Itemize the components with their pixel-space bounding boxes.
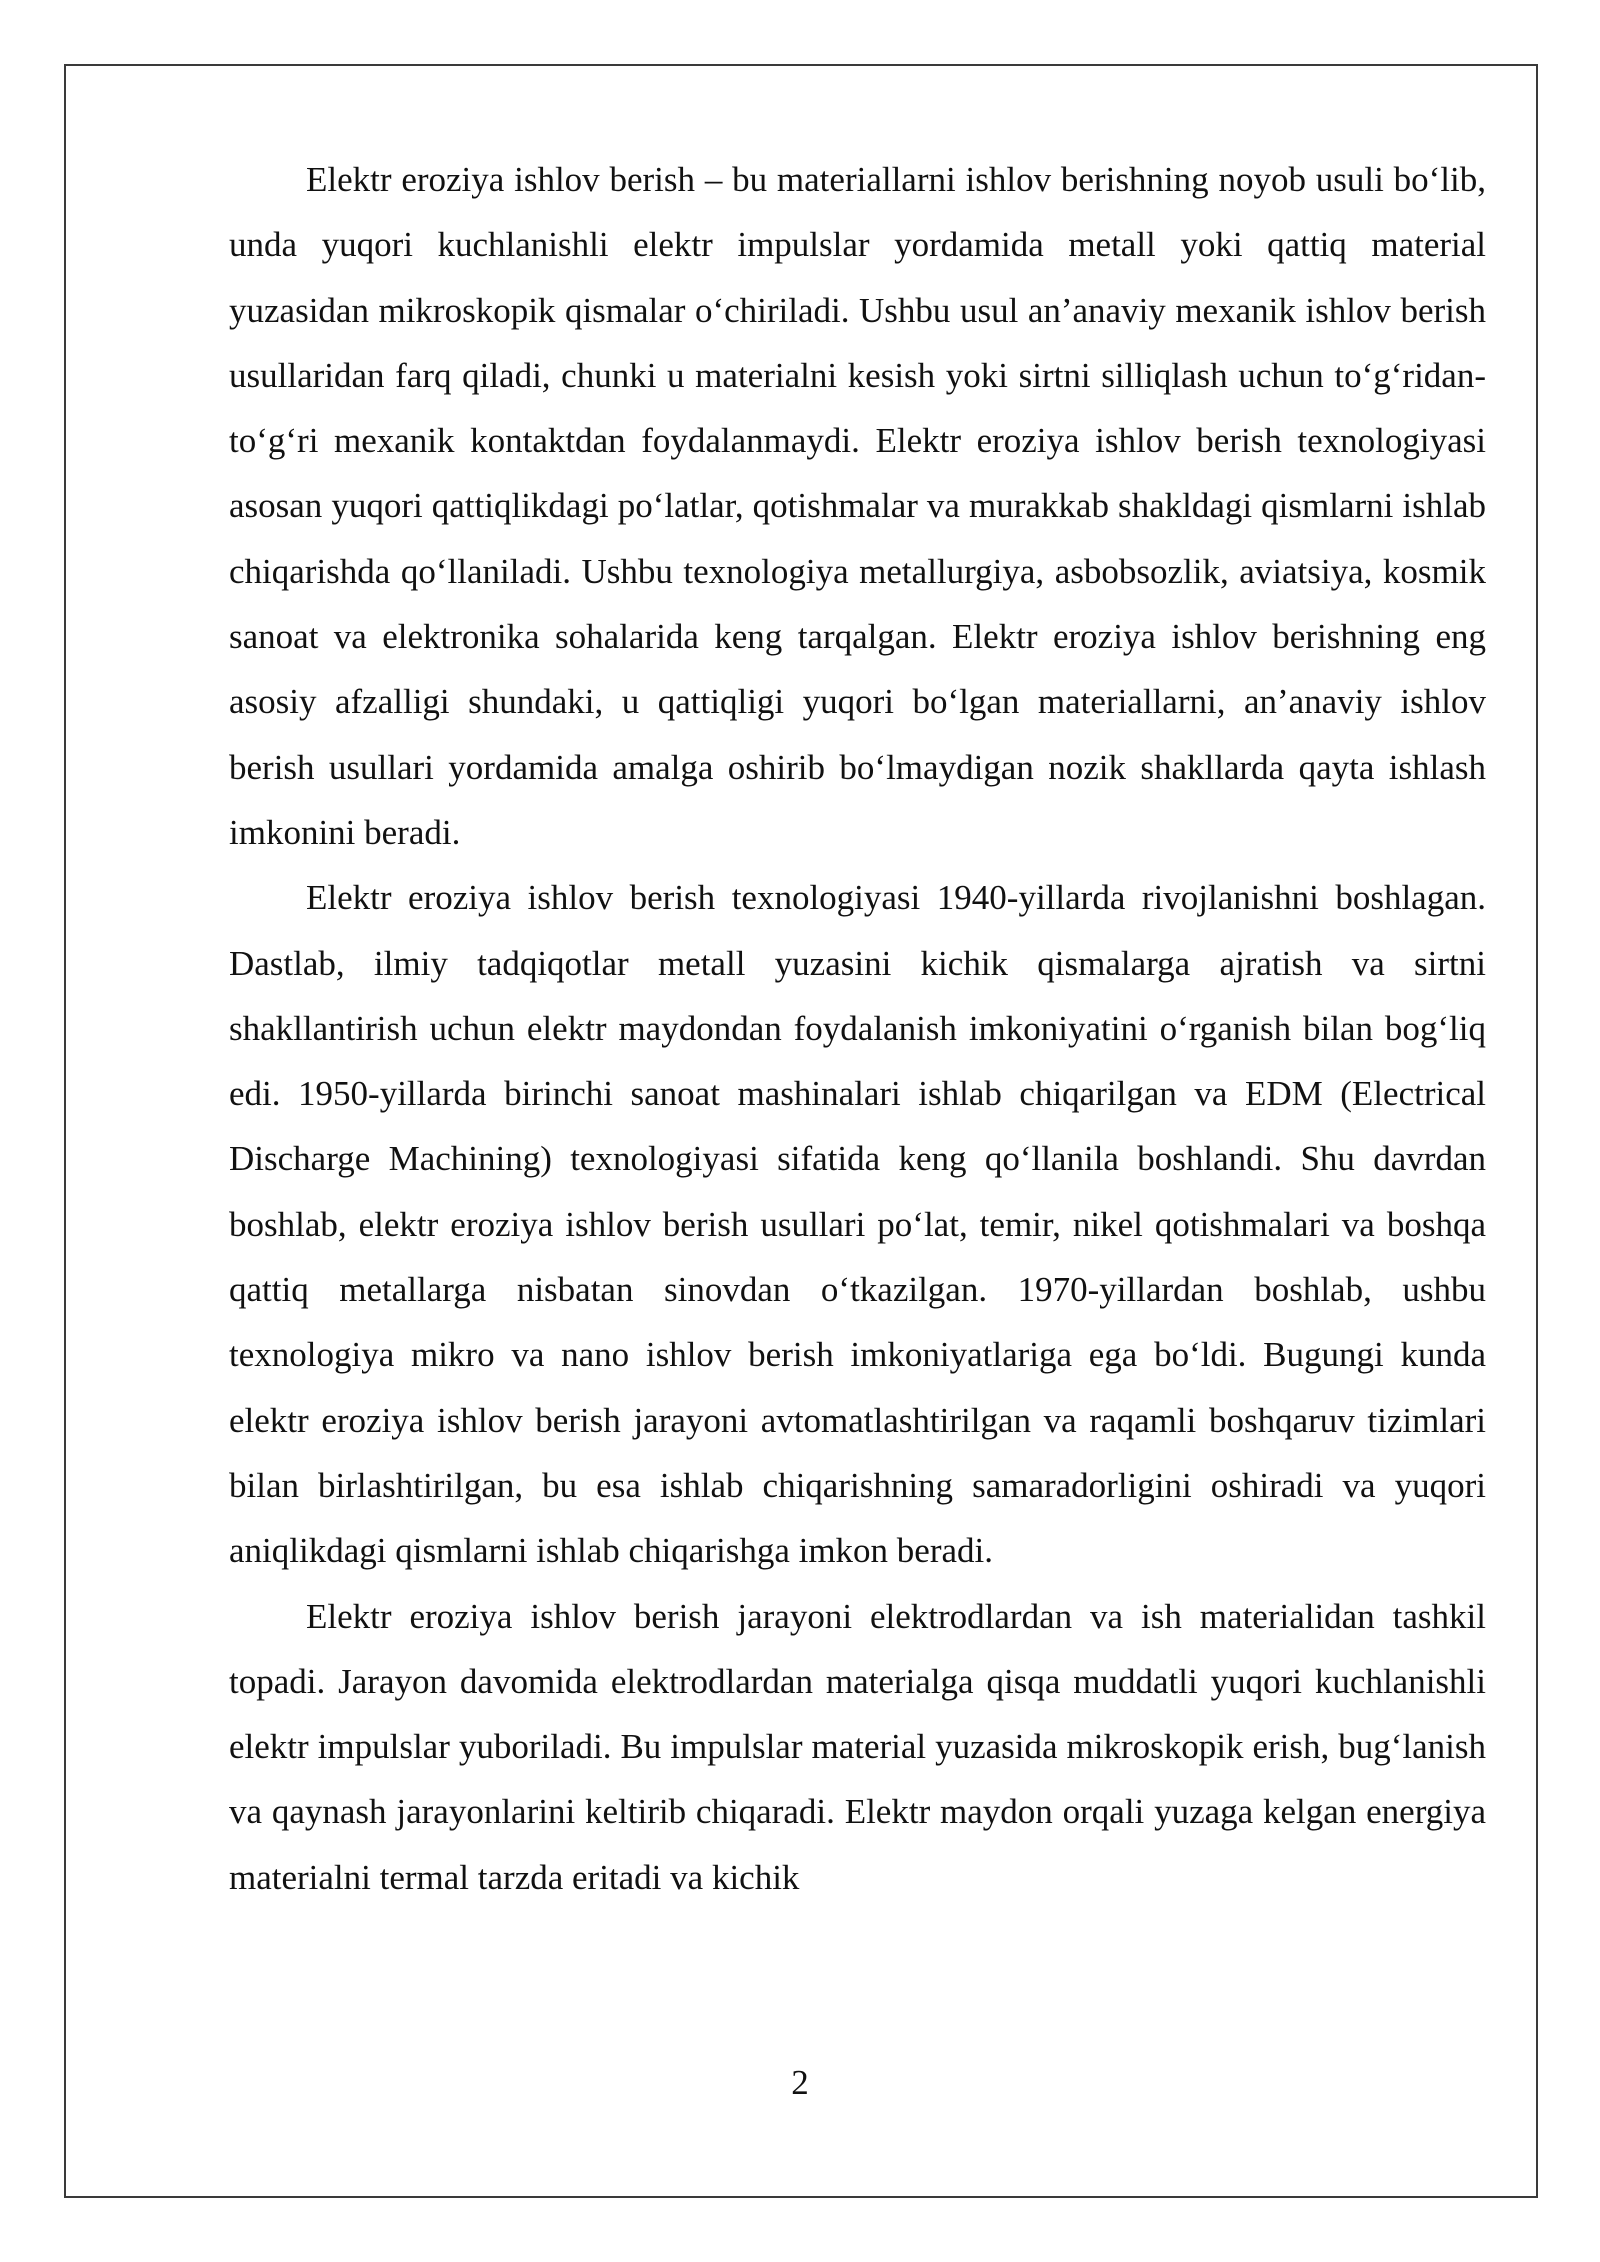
paragraph-3: Elektr eroziya ishlov berish jarayoni elektrodlardan va ish materialidan tashkil topadi. Jarayon davomida elektrodlardan materialga qisqa muddatli yuqori kuchlanishli elektr impulslar yuboriladi. Bu impulslar material yuzasida mikroskopik erish, bug‘lanish va qaynash jarayonlarini keltirib chiqaradi. Elektr maydon orqali yuzaga kelgan energiya materialni termal tarzda eritadi va kichik (229, 1596, 1486, 1897)
document-body (229, 147, 1486, 1910)
paragraph-1: Elektr eroziya ishlov berish – bu materiallarni ishlov berishning noyob usuli bo‘lib, unda yuqori kuchlanishli elektr impulslar yordamida metall yoki qattiq material yuzasidan mikroskopik qismalar o‘chiriladi. Ushbu usul an’anaviy mexanik ishlov berish usullaridan farq qiladi, chunki u materialni kesish yoki sirtni silliqlash uchun to‘g‘ridan-to‘g‘ri mexanik kontaktdan foydalanmaydi. Elektr eroziya ishlov berish texnologiyasi asosan yuqori qattiqlikdagi po‘latlar, qotishmalar va murakkab shakldagi qismlarni ishlab chiqarishda qo‘llaniladi. Ushbu texnologiya metallurgiya, asbobsozlik, aviatsiya, kosmik sanoat va elektronika sohalarida keng tarqalgan. Elektr eroziya ishlov berishning eng asosiy afzalligi shundaki, u qattiqligi yuqori bo‘lgan materiallarni, an’anaviy ishlov berish usullari yordamida amalga oshirib bo‘lmaydigan nozik shakllarda qayta ishlash imkonini beradi. (229, 160, 1486, 852)
page-number: 2 (791, 2063, 809, 2102)
paragraph-2: Elektr eroziya ishlov berish texnologiyasi 1940-yillarda rivojlanishni boshlagan. Dastlab, ilmiy tadqiqotlar metall yuzasini kichik qismalarga ajratish va sirtni shakllantirish uchun elektr maydondan foydalanish imkoniyatini o‘rganish bilan bog‘liq edi. 1950-yillarda birinchi sanoat mashinalari ishlab chiqarilgan va EDM (Electrical Discharge Machining) texnologiyasi sifatida keng qo‘llanila boshlandi. Shu davrdan boshlab, elektr eroziya ishlov berish usullari po‘lat, temir, nikel qotishmalari va boshqa qattiq metallarga nisbatan sinovdan o‘tkazilgan. 1970-yillardan boshlab, ushbu texnologiya mikro va nano ishlov berish imkoniyatlariga ega bo‘ldi. Bugungi kunda elektr eroziya ishlov berish jarayoni avtomatlashtirilgan va raqamli boshqaruv tizimlari bilan birlashtirilgan, bu esa ishlab chiqarishning samaradorligini oshiradi va yuqori aniqlikdagi qismlarni ishlab chiqarishga imkon beradi. (229, 878, 1486, 1571)
